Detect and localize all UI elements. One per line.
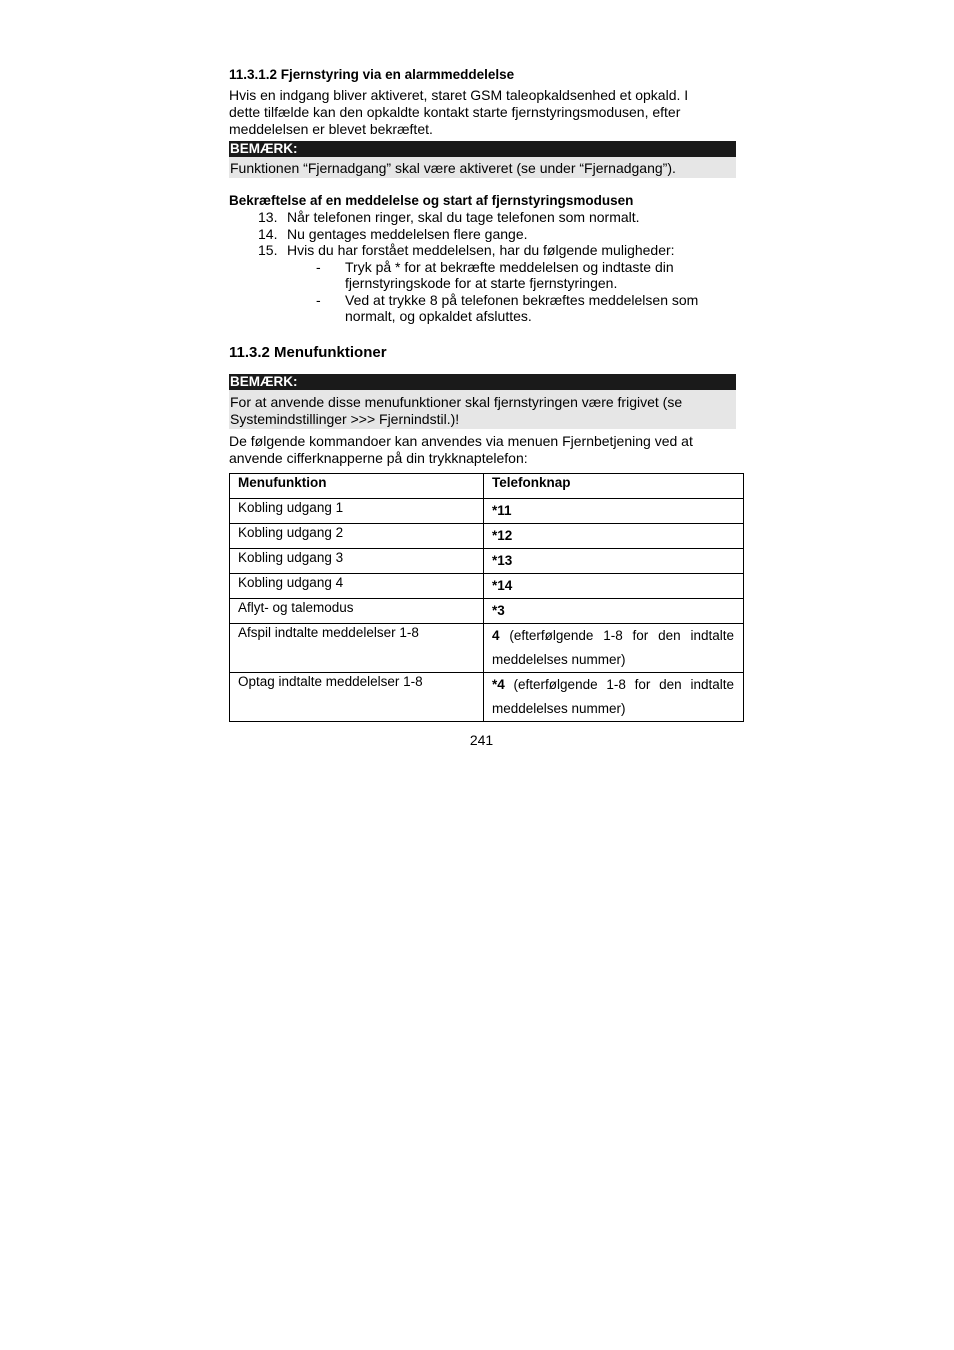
list-item	[229, 209, 744, 226]
key-cell	[484, 672, 744, 721]
key-code: *14	[492, 577, 513, 593]
step-number: 15.	[258, 242, 278, 258]
table-row	[230, 672, 744, 721]
bullet-dash: -	[316, 258, 321, 275]
note-text: For at anvende disse menufunktioner skal fjernstyringen være frigivet (se Systemindstillinger >>> Fjernindstil.)!	[229, 390, 736, 429]
option-text: Ved at trykke 8 på telefonen bekræftes meddelelsen som normalt, og opkaldet afsluttes.	[345, 291, 699, 324]
key-cell	[484, 548, 744, 573]
note-text: Funktionen “Fjernadgang” skal være aktiveret (se under “Fjernadgang”).	[229, 157, 736, 178]
table-row	[230, 623, 744, 672]
table-header-row	[230, 473, 744, 498]
function-cell: Kobling udgang 4	[230, 573, 484, 598]
function-cell: Kobling udgang 3	[230, 548, 484, 573]
list-item	[229, 226, 744, 243]
note-label: BEMÆRK:	[229, 374, 736, 390]
table-row	[230, 598, 744, 623]
key-cell	[484, 623, 744, 672]
step-text: Når telefonen ringer, skal du tage telefonen som normalt.	[287, 209, 640, 225]
key-code: 4	[492, 627, 500, 643]
step-number: 14.	[258, 225, 278, 242]
note-label: BEMÆRK:	[229, 141, 736, 157]
section-heading: 11.3.1.2 Fjernstyring via en alarmmeddelelse	[229, 67, 515, 82]
table-row	[230, 523, 744, 548]
function-cell: Afspil indtalte meddelelser 1-8	[230, 623, 484, 672]
section-heading: 11.3.2 Menufunktioner	[229, 343, 387, 361]
key-note: (efterfølgende 1-8 for den indtalte meddelelses nummer)	[492, 627, 734, 667]
list-item	[229, 242, 744, 259]
step-text: Hvis du har forstået meddelelsen, har du følgende muligheder:	[287, 242, 675, 258]
column-header: Telefonknap	[484, 473, 744, 498]
column-header: Menufunktion	[230, 473, 484, 498]
step-text: Nu gentages meddelelsen flere gange.	[287, 225, 528, 242]
key-code: *4	[492, 676, 505, 692]
page-number: 241	[469, 731, 494, 748]
function-cell: Kobling udgang 2	[230, 523, 484, 548]
commands-table	[229, 473, 744, 722]
key-code: *3	[492, 602, 505, 618]
options-list	[229, 259, 744, 325]
steps-list	[229, 209, 744, 259]
table-row	[230, 548, 744, 573]
table-row	[230, 498, 744, 523]
key-cell	[484, 598, 744, 623]
key-code: *13	[492, 552, 513, 568]
bullet-dash: -	[316, 291, 321, 308]
key-note: (efterfølgende 1-8 for den indtalte meddelelses nummer)	[492, 676, 734, 716]
section-intro: Hvis en indgang bliver aktiveret, staret GSM taleopkaldsenhed et opkald. I dette tilfælde kan den opkaldte kontakt starte fjernstyringsmodusen, efter meddelelsen er blevet bekræftet.	[229, 87, 689, 137]
key-cell	[484, 523, 744, 548]
document-page	[229, 66, 744, 749]
key-code: *11	[492, 502, 512, 518]
option-text: Tryk på * for at bekræfte meddelelsen og indtaste din fjernstyringskode for at starte fjernstyringen.	[345, 258, 674, 291]
list-item	[229, 259, 725, 292]
table-row	[230, 573, 744, 598]
function-cell: Aflyt- og talemodus	[230, 598, 484, 623]
step-number: 13.	[258, 209, 278, 225]
section-intro: De følgende kommandoer kan anvendes via menuen Fjernbetjening ved at anvende cifferknapperne på din trykknaptelefon:	[229, 432, 693, 466]
function-cell: Optag indtalte meddelelser 1-8	[230, 672, 484, 721]
function-cell: Kobling udgang 1	[230, 498, 484, 523]
subheading: Bekræftelse af en meddelelse og start af fjernstyringsmodusen	[229, 193, 634, 208]
key-cell	[484, 573, 744, 598]
list-item	[229, 292, 725, 325]
key-cell	[484, 498, 744, 523]
key-code: *12	[492, 527, 513, 543]
